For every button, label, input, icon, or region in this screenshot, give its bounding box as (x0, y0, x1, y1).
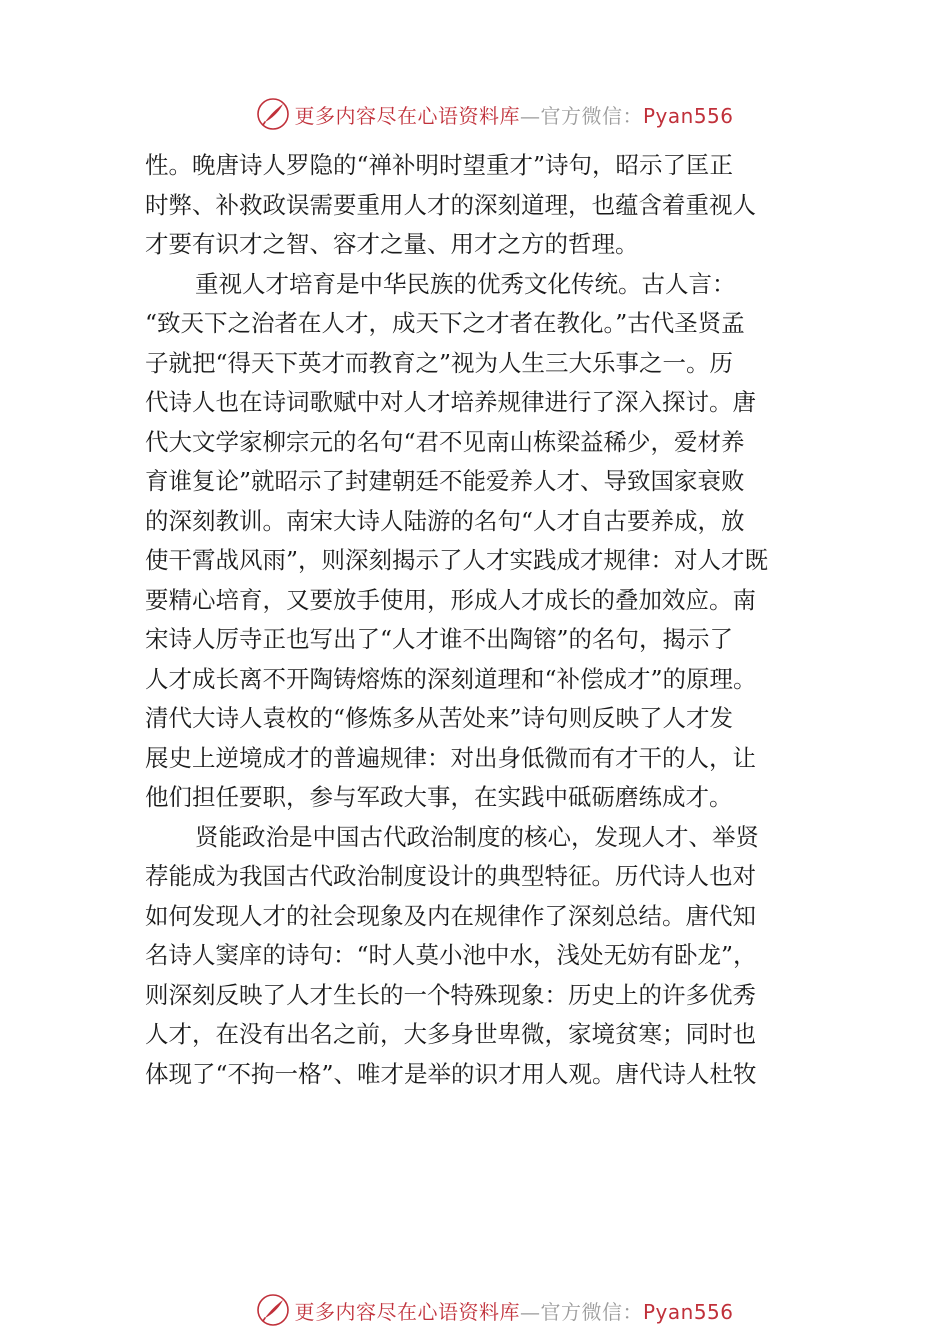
text-line: 性。晚唐诗人罗隐的“禅补明时望重才”诗句，昭示了匡正 (145, 151, 734, 179)
banner-dash: — (519, 1299, 541, 1324)
banner-dash: — (519, 103, 541, 128)
banner-handle: Pyan556 (642, 1299, 734, 1324)
text-line: 体现了“不拘一格”、唯才是举的识才用人观。唐代诗人杜牧 (145, 1059, 757, 1088)
text-line: 人才成长离不开陶铸熔炼的深刻道理和“补偿成才”的原理。 (145, 664, 757, 693)
header-banner-text (294, 100, 733, 129)
text-line: 时弊、补救政误需要重用人才的深刻道理，也蕴含着重视人 (145, 190, 756, 219)
footer-banner-text (294, 1296, 733, 1325)
quill-logo-icon (256, 1293, 290, 1327)
text-line: 代诗人也在诗词歌赋中对人才培养规律进行了深入探讨。唐 (145, 388, 756, 416)
text-line: 人才，在没有出名之前，大多身世卑微，家境贫寒；同时也 (145, 1020, 756, 1048)
banner-main-text: 更多内容尽在心语资料库 (294, 103, 520, 128)
text-line: 要精心培育，又要放手使用，形成人才成长的叠加效应。南 (145, 585, 756, 614)
footer-banner-content (256, 1293, 733, 1327)
header-banner (0, 94, 950, 134)
text-line: 清代大诗人袁枚的“修炼多从苦处来”诗句则反映了人才发 (145, 704, 734, 732)
text-line: 展史上逆境成才的普遍规律：对出身低微而有才干的人，让 (145, 743, 756, 772)
text-line: 育谁复论”就昭示了封建朝廷不能爱养人才、导致国家衰败 (145, 467, 745, 495)
text-line: 才要有识才之智、容才之量、用才之方的哲理。 (145, 230, 639, 258)
text-line: “致天下之治者在人才，成天下之才者在教化。”古代圣贤孟 (145, 309, 745, 337)
banner-wechat-label: 官方微信： (540, 103, 643, 128)
text-line: 名诗人窦庠的诗句：“时人莫小池中水，浅处无妨有卧龙”， (145, 941, 757, 969)
paragraph-start-line: 重视人才培育是中华民族的优秀文化传统。古人言： (195, 269, 736, 298)
footer-banner (0, 1290, 950, 1330)
banner-wechat-label: 官方微信： (540, 1299, 643, 1324)
banner-main-text: 更多内容尽在心语资料库 (294, 1299, 520, 1324)
quill-logo-icon (256, 97, 290, 131)
text-line: 他们担任要职，参与军政大事，在实践中砥砺磨练成才。 (145, 783, 733, 811)
banner-handle: Pyan556 (642, 103, 734, 128)
text-line: 使干霄战风雨”，则深刻揭示了人才实践成才规律：对人才既 (145, 546, 769, 574)
text-line: 则深刻反映了人才生长的一个特殊现象：历史上的许多优秀 (145, 980, 756, 1009)
header-banner-content (256, 97, 733, 131)
text-line: 荐能成为我国古代政治制度设计的典型特征。历代诗人也对 (145, 862, 756, 890)
text-line: 宋诗人厉寺正也写出了“人才谁不出陶镕”的名句，揭示了 (145, 625, 734, 653)
text-line: 代大文学家柳宗元的名句“君不见南山栋梁益稀少，爱材养 (145, 427, 745, 456)
text-line: 子就把“得天下英才而教育之”视为人生三大乐事之一。历 (145, 348, 734, 377)
text-line: 如何发现人才的社会现象及内在规律作了深刻总结。唐代知 (145, 901, 756, 930)
paragraph-start-line: 贤能政治是中国古代政治制度的核心，发现人才、举贤 (195, 822, 759, 851)
article-body (145, 146, 815, 1094)
text-line: 的深刻教训。南宋大诗人陆游的名句“人才自古要养成，放 (145, 506, 745, 535)
